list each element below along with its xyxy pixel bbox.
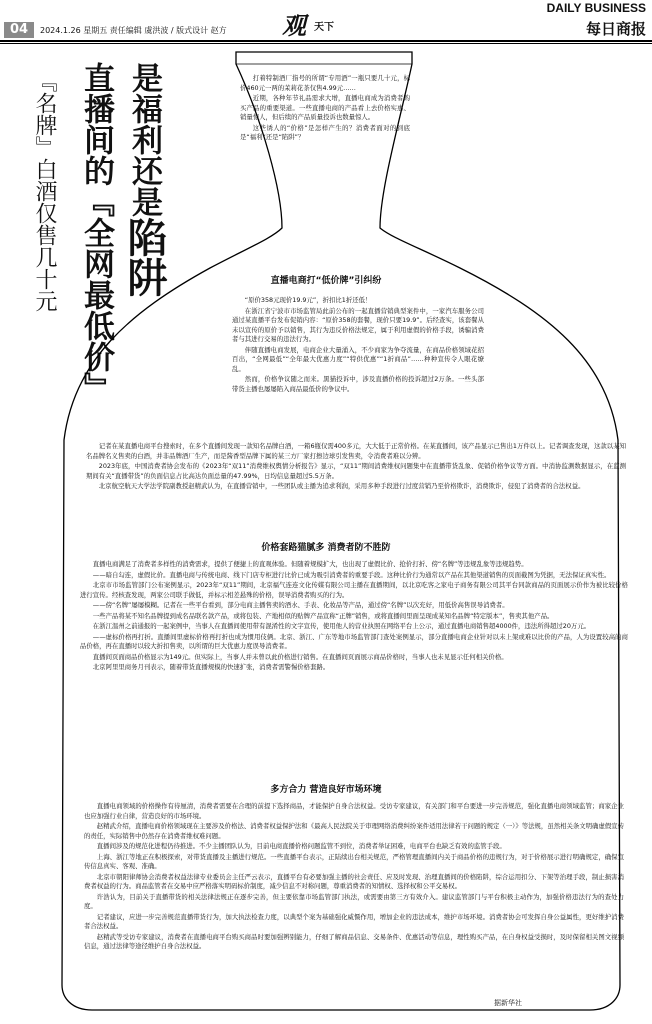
section2-paragraph: 一些产品将某不知名品牌提到成名品联名款产品，或将包装、产地相似的贴牌产品宣称“正牌”销售，或将直播间里面呈现成某知名品牌“特定版本”，售卖其他产品。 xyxy=(92,611,554,620)
section1-paragraph: 然而，价格争议随之而来。黑猫投诉中，涉及直播价格的投诉超过2万条。一些头部带货主播也屡屡陷入商品最低价的争议中。 xyxy=(232,375,484,393)
headline-main-b: 直播间的『全网最低价』 xyxy=(78,62,114,403)
section2-paragraph: 北京市市场监管部门公布案例显示，2023年“双11”期间，北京福气连连文化传媒有限公司主播在直播期间，以北京吃客之家电子商务有限公司其平台同款商品的页面展示价作为被比较价格进行宣传。经核查发现，两家公司联手做低，并标示相差悬殊的价格，误导消费者购买的行为。 xyxy=(80,581,628,599)
section1-paragraph: 记者在某直播电商平台搜索时，在多个直播间发现一款知名品牌白酒，一箱6瓶仅需400多元，大大低于正常价格。在某直播间，该产品显示已售出1万件以上。记者调查发现，这款以某知名品牌名义售卖的白酒，并非品牌酒厂生产，而是酱香型品牌下属的某三方厂家打擦边球引发售卖，令消费者难以分辨。 xyxy=(86,442,626,460)
brand-chinese: 每日商报 xyxy=(585,20,646,38)
intro-block xyxy=(240,74,410,224)
section1-paragraph: “原价358元现价19.9元”，折扣比1折还低！ xyxy=(244,296,372,304)
section3-paragraph: 许浩认为，目前关于直播带货的相关法律法规正在逐步完善，但主要依靠市场监管部门执法，或需要由第三方有效介入。建议监管部门与平台积极主动作为，加强价格违法行为的查处力度。 xyxy=(84,892,624,910)
section1-body-wide xyxy=(86,442,626,536)
headline-sub: 『名牌』白酒仅售几十元 xyxy=(32,70,57,312)
section3-heading: 多方合力 营造良好市场环境 xyxy=(270,785,382,795)
section2-paragraph: 北京阿里里商务月刊表示，随着带货直播规模的快速扩张，消费者需警惕价格套路。 xyxy=(92,663,330,671)
headline-main-a: 是福利还是 xyxy=(126,62,162,217)
brand-english: DAILY BUSINESS xyxy=(546,1,646,15)
section-subtitle: 天下 xyxy=(314,22,334,33)
section1-paragraph: 在浙江省宁波市市场监管局此前公布的一起直播营销典型案件中，一家汽车服务公司通过某直播平台发布促销内容：“原价358的套餐，现价只要19.9”。后经查实，该套餐从未以宣传的原价予以销售，其行为违反价格法规定，属于利用虚假的价格手段，诱骗消费者与其进行交易的违法行为。 xyxy=(232,306,484,343)
section1-paragraph: 伴随直播电商发展，电商企业大量涌入，不少商家为争夺流量，在商品价格领域花招百出，“全网最低”“全年最大优惠力度”“特供优惠”“1折商品”……种种宣传令人眼花缭乱。 xyxy=(232,345,484,373)
issue-meta: 2024.1.26 星期五 责任编辑 虞洪波 / 版式设计 赵方 xyxy=(40,26,227,35)
section1-heading: 直播电商打“低价牌”引纠纷 xyxy=(270,276,382,286)
section2-paragraph: ——虚标价格再打折。直播间里虚标价格再打折也成为惯用伎俩。北京、浙江、广东等地市场监管部门查处案例显示，部分直播电商企业针对以未上架或难以比价的产品，人为设置较高的商品价格，再在直播时以较大折扣售卖，以所谓的巨大优惠力度误导消费者。 xyxy=(80,632,628,650)
section3-paragraph: 直播间涉及的规范化进程仍待推进。不少主播团队认为，目前电商直播价格问题监管不到位，消费者举证困难，电商平台也缺乏有效的监管手段。 xyxy=(96,842,506,850)
section2-paragraph: 直播电商满足了消费者多样性的消费需求，提供了便捷上的直观体验。但随着规模扩大，也出现了虚假比价、抢价打折、傍“名牌”等违规乱象等违规趋势。 xyxy=(92,560,528,568)
page-number: 04 xyxy=(4,22,34,38)
section-title: 观 xyxy=(282,11,306,40)
section2-heading: 价格套路猫腻多 消费者防不胜防 xyxy=(261,543,391,553)
section2-paragraph: ——暗自勾连，虚假比价。直播电商与传统电商、线下门店专柜进行比价已成为吸引消费者的重要手段。这种比价行为通常以产品在其他渠道销售的页面截图为凭据，无法保证真实性。 xyxy=(92,570,611,579)
section3-paragraph: 赵精武介绍，直播电商价格领域现在主要涉及价格法、消费者权益保护法和《最高人民法院关于审理网络消费纠纷案件适用法律若干问题的规定（一）》等法规，虽然相关条文明确虚假宣传的责任，实际销售中仍然存在消费者维权难问题。 xyxy=(84,822,624,840)
section1-paragraph: 北京航空航天大学法学院副教授赵精武认为，在直播营销中，一些团队或主播为追求利润，采用多种手段进行过度营销乃至价格欺诈，消费欺诈，侵犯了消费者的合法权益。 xyxy=(98,482,585,490)
intro-paragraph: 这些诱人的“价格”是怎样产生的？消费者面对的到底是“福利”还是“陷阱”？ xyxy=(240,123,410,141)
section3-paragraph: 记者建议，应进一步完善规范直播带货行为，加大执法检查力度，以典型个案为基础强化威慑作用，增加企业的违法成本，维护市场环境。消费者协会可发挥自身公益属性，更好维护消费者合法权益。 xyxy=(84,912,624,930)
section3-paragraph: 北京市朝阳律师协会消费者权益法律专业委员会主任严云表示，直播平台有必要加强主播的社会责任、应及时发现、治理直播间的价格陷阱，综合运用扣分、下架等治理手段，制止损害消费者权益的行为。商品监管者在交易中应严格落实明码标价制度，减少信息不对称问题，尊重消费者的知情权、选择权和公平交易权。 xyxy=(84,872,624,890)
section2-paragraph: 在浙江温州之前通报的一起案例中，当事人在直播间使用带有混淆性的文字宣传，使用他人的营业执照在网络平台上公示，通过直播电商销售超4000件，违法所得超过20万元。 xyxy=(92,622,591,630)
section2-paragraph: 直播间页面商品价格显示为149元。但实际上，当事人并未曾以此价格进行销售。在直播间页面展示商品价格时，当事人也未见显示任何相关价格。 xyxy=(92,652,508,661)
section3-paragraph: 上海、浙江等地正在积极探索，对带货直播及主播进行规范。一些直播平台表示，正陆续出台相关规范，严格管理直播间内关于商品价格的违规行为，对于价格展示进行明确规定，确保宣传信息真实、客观、准确。 xyxy=(84,852,624,870)
section2-paragraph: ——傍“名牌”屡屡模糊。记者在一些平台看到，部分电商主播售卖的酒水、手表、化妆品等产品，通过傍“名牌”以次充好，用低价高售误导消费者。 xyxy=(92,601,509,609)
intro-paragraph: 近期，各种年节礼品需求大增，直播电商成为消费者购买产品的重要渠道。一些直播电商的产品看上去价格实惠、销量惊人，但后续的产品质量投诉也数量惊人。 xyxy=(240,94,410,121)
intro-paragraph: 打着特制酒厂指号的所谓“专用酒”一瓶只要几十元，标价460元一两的茉莉花茶仅售4.99元…… xyxy=(240,74,410,92)
section3-paragraph: 直播电商领域的价格操作有待厘清，消费者需要在合理的前提下选择商品，才能保护自身合法权益。受访专家建议，有关部门和平台要进一步完善规范，强化直播电商领域监管；商家企业也应加强行业自律，营造良好的市场环境。 xyxy=(84,802,624,820)
headline-main-emphasis: 陷阱 xyxy=(121,217,167,297)
section1-paragraph: 2023年底，中国消费者协会发布的《2023年“双11”消费维权舆情分析报告》显示，“双11”期间消费维权问题集中在直播带货乱象、促销价格争议等方面。中消协监测数据显示，在监测期间有关“直播带货”的负面信息占比高达负面总量的47.99%，日均信息量超过5.5万条。 xyxy=(86,462,626,480)
section2-body xyxy=(80,560,628,776)
section3-paragraph: 赵精武等受访专家建议，消费者在直播电商平台购买商品时要加强辨别能力，仔细了解商品信息、交易条件、优惠活动等信息，理性购买产品，在自身权益受损时，及时保留相关图文视频信息，通过法律等途径维护自身合法权益。 xyxy=(84,932,624,950)
source-credit: 据新华社 xyxy=(494,999,522,1007)
section3-body xyxy=(84,802,624,998)
